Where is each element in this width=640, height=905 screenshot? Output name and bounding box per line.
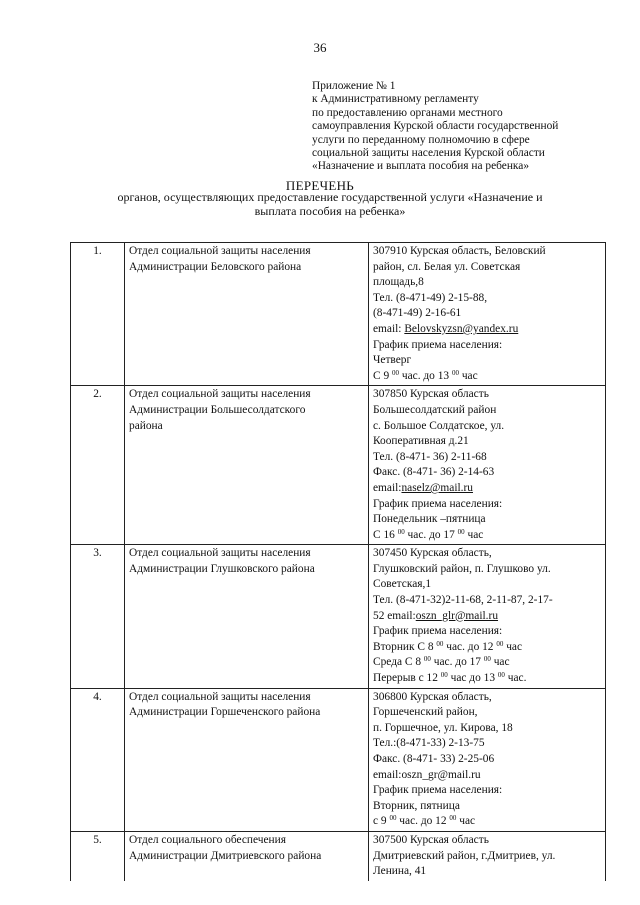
address-line: Тел. (8-471- 36) 2-11-68 xyxy=(373,450,487,463)
email-line xyxy=(373,481,601,497)
subtitle-line-1: органов, осуществляющих предоставление государственной услуги «Назначение и xyxy=(117,190,543,204)
agency-name-line: Администрации Большесолдатского xyxy=(129,403,306,416)
hours-to-minutes: 00 xyxy=(449,814,457,823)
hours-from-text: С 9 xyxy=(373,369,392,382)
hours-to-text: час до 13 xyxy=(447,672,498,685)
hours-suffix: час xyxy=(503,640,523,653)
hours-from-minutes: 00 xyxy=(440,671,448,680)
agency-name xyxy=(125,386,369,545)
address-line: email:oszn_gr@mail.ru xyxy=(373,768,481,781)
agency-name-line: Отдел социальной защиты населения xyxy=(129,245,311,257)
row-number: 1. xyxy=(71,243,125,386)
hours-to-text: час. до 17 xyxy=(430,656,484,669)
appendix-line: Приложение № 1 xyxy=(312,80,396,92)
hours-from-minutes: 00 xyxy=(392,368,399,377)
schedule-label: График приема населения: xyxy=(373,338,503,351)
page-number: 36 xyxy=(313,40,327,55)
hours-to-text: час. до 17 xyxy=(404,528,458,541)
address-line: 307450 Курская область, xyxy=(373,547,492,560)
agency-name-line: Отдел социального обеспечения xyxy=(129,833,286,846)
agency-name-line: Отдел социальной защиты населения xyxy=(129,547,311,560)
hours-to-minutes: 00 xyxy=(451,368,459,377)
hours-from-minutes: 00 xyxy=(397,527,405,536)
agency-name xyxy=(125,243,369,386)
hours-to-text: час. до 13 xyxy=(399,369,452,382)
agency-name xyxy=(125,545,369,688)
hours-to-minutes: 00 xyxy=(496,639,504,648)
schedule-label: График приема населения: xyxy=(373,625,503,638)
hours-from-text: Перерыв с 12 xyxy=(373,672,441,685)
hours-to-text: час. до 12 xyxy=(443,640,497,653)
agency-name-line: Администрации Горшеченского района xyxy=(129,706,321,719)
hours-to-text: час. до 12 xyxy=(396,815,450,828)
hours-from-minutes: 00 xyxy=(423,655,431,664)
hours-from-text: Среда С 8 xyxy=(373,656,424,669)
document-subtitle xyxy=(40,191,620,218)
row-number: 3. xyxy=(71,545,125,688)
agency-name-line: Администрации Беловского района xyxy=(129,260,302,273)
address-line: площадь,8 xyxy=(373,276,424,289)
agency-contacts xyxy=(369,243,606,386)
hours-from-text: Вторник С 8 xyxy=(373,640,437,653)
agency-name-line: Администрации Глушковского района xyxy=(129,562,315,575)
agencies-table xyxy=(70,242,606,881)
table-row xyxy=(71,688,606,831)
address-line: Тел. (8-471-49) 2-15-88, xyxy=(373,291,488,304)
hours-suffix: час xyxy=(458,369,478,382)
appendix-line: к Административному регламенту xyxy=(312,93,479,106)
address-line: Ленина, 41 xyxy=(373,865,427,878)
address-line: Тел. (8-471-32)2-11-68, 2-11-87, 2-17- xyxy=(373,594,553,607)
address-line: (8-471-49) 2-16-61 xyxy=(373,307,462,320)
agency-name xyxy=(125,831,369,880)
table-row xyxy=(71,243,606,386)
hours-to-minutes: 00 xyxy=(497,671,505,680)
address-line: Факс. (8-471- 33) 2-25-06 xyxy=(373,753,495,765)
row-number: 2. xyxy=(71,386,125,545)
address-line: Кооперативная д.21 xyxy=(373,435,469,448)
schedule-hours xyxy=(373,814,601,830)
email-link[interactable]: oszn_glr@mail.ru xyxy=(415,609,499,622)
address-line: Горшеченский район, xyxy=(373,706,478,719)
email-link[interactable]: Belovskyzsn@yandex.ru xyxy=(404,322,519,335)
address-line: Тел.:(8-471-33) 2-13-75 xyxy=(373,737,485,750)
hours-to-minutes: 00 xyxy=(457,527,465,536)
address-line: район, сл. Белая ул. Советская xyxy=(373,260,521,273)
schedule-label: График приема населения: xyxy=(373,784,503,797)
schedule-hours xyxy=(373,528,601,544)
address-line: п. Горшечное, ул. Кирова, 18 xyxy=(373,721,513,734)
hours-from-minutes: 00 xyxy=(436,639,444,648)
appendix-header xyxy=(312,80,612,174)
email-label: 52 email: xyxy=(373,609,416,622)
hours-suffix: час xyxy=(490,656,510,669)
agency-contacts xyxy=(369,386,606,545)
schedule-hours xyxy=(373,640,601,656)
schedule-hours xyxy=(373,655,601,671)
address-line: 307910 Курская область, Беловский xyxy=(373,245,546,257)
appendix-line: «Назначение и выплата пособия на ребенка» xyxy=(312,160,530,173)
schedule-hours xyxy=(373,369,601,385)
address-line: Советская,1 xyxy=(373,578,432,591)
hours-to-minutes: 00 xyxy=(483,655,491,664)
table-row xyxy=(71,386,606,545)
email-label: email: xyxy=(373,481,402,494)
agency-name-line: района xyxy=(129,419,163,432)
email-link[interactable]: naselz@mail.ru xyxy=(401,481,473,494)
hours-from-text: С 16 xyxy=(373,528,398,541)
table-row xyxy=(71,831,606,880)
appendix-line: самоуправления Курской области государственной xyxy=(312,120,559,133)
hours-suffix: час xyxy=(456,815,476,828)
schedule-hours xyxy=(373,671,601,687)
email-line xyxy=(373,609,601,625)
address-line: Большесолдатский район xyxy=(373,403,497,416)
row-number: 5. xyxy=(71,831,125,880)
agency-contacts xyxy=(369,545,606,688)
schedule-days: Четверг xyxy=(373,354,412,367)
subtitle-line-2: выплата пособия на ребенка» xyxy=(254,203,406,218)
agency-name-line: Отдел социальной защиты населения xyxy=(129,388,311,401)
agency-name-line: Отдел социальной защиты населения xyxy=(129,690,311,703)
agency-name-line: Администрации Дмитриевского района xyxy=(129,849,322,862)
hours-from-minutes: 00 xyxy=(389,814,397,823)
address-line: Дмитриевский район, г.Дмитриев, ул. xyxy=(373,849,556,862)
row-number: 4. xyxy=(71,688,125,831)
appendix-line: социальной защиты населения Курской области xyxy=(312,147,545,160)
agency-contacts xyxy=(369,831,606,880)
hours-from-text: с 9 xyxy=(373,815,390,828)
hours-suffix: час xyxy=(464,528,484,541)
schedule-days: Вторник, пятница xyxy=(373,799,460,812)
appendix-line: услуги по переданному полномочию в сфере xyxy=(312,133,530,146)
address-line: 306800 Курская область, xyxy=(373,690,492,703)
schedule-label: График приема населения: xyxy=(373,497,503,510)
table-row xyxy=(71,545,606,688)
address-line: 307850 Курская область xyxy=(373,388,489,401)
hours-suffix: час. xyxy=(504,672,527,685)
address-line: Глушковский район, п. Глушково ул. xyxy=(373,562,551,575)
appendix-line: по предоставлению органами местного xyxy=(312,106,503,119)
email-line xyxy=(373,322,601,338)
schedule-days: Понедельник –пятница xyxy=(373,513,486,526)
agency-contacts xyxy=(369,688,606,831)
email-label: email: xyxy=(373,322,405,335)
address-line: с. Большое Солдатское, ул. xyxy=(373,419,505,432)
agency-name xyxy=(125,688,369,831)
document-title: ПЕРЕЧЕНЬ xyxy=(285,178,355,193)
address-line: 307500 Курская область xyxy=(373,833,489,846)
address-line: Факс. (8-471- 36) 2-14-63 xyxy=(373,466,495,479)
